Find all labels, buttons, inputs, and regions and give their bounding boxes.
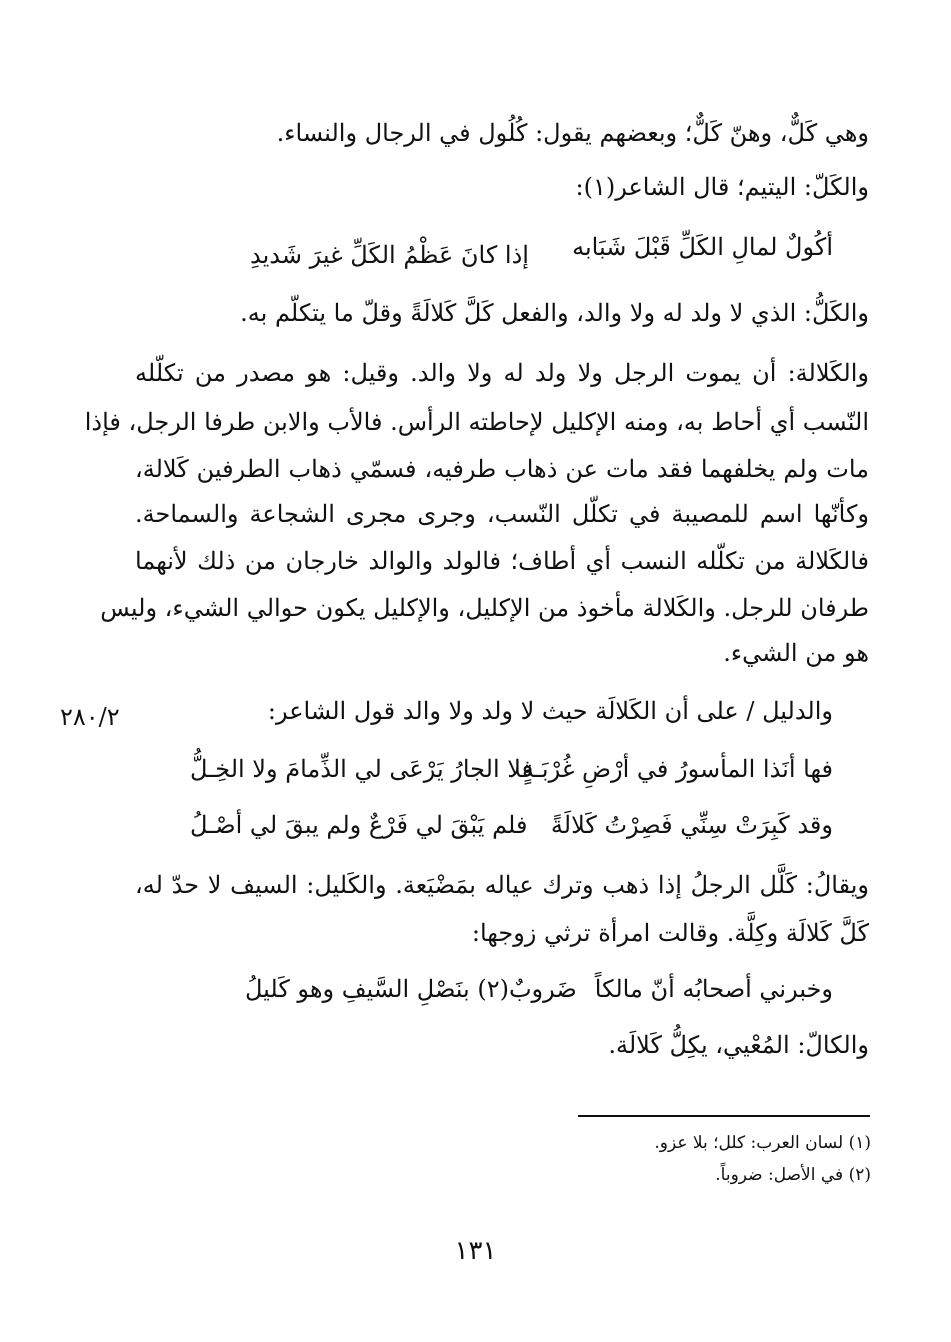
body-line: والكالّ: المُعْيي، يكِلُّ كَلالَة.	[608, 1031, 869, 1059]
body-line: ويقالُ: كَلَّل الرجلُ إذا ذهب وترك عياله بمَضْيَعة. والكَليل: السيف لا حدّ له،	[135, 871, 869, 899]
body-line: والكَلّ: اليتيم؛ قال الشاعر(١):	[575, 173, 869, 201]
margin-reference: ٢٨٠/٢	[60, 703, 120, 731]
verse-second-hemistich: إذا كانَ عَظْمُ الكَلِّ غيرَ شَديدِ	[250, 241, 529, 269]
verse-first-hemistich: أكُولٌ لمالِ الكَلِّ قَبْلَ شَبَابه	[572, 233, 833, 261]
body-line: هو من الشيء.	[723, 639, 869, 667]
body-line: فالكَلالة من تكلّله النسب أي أطاف؛ فالولد والوالد خارجان من ذلك لأنهما	[135, 547, 869, 575]
verse-second-hemistich: فلم يَبْقَ لي فَرْعٌ ولم يبقَ لي أصْـلُ	[190, 811, 528, 839]
body-line: والدليل / على أن الكَلالَة حيث لا ولد ولا والد قول الشاعر:	[267, 697, 833, 725]
verse-second-hemistich: فلا الجارُ يَرْعَى لي الذِّمامَ ولا الخِـلُّ	[190, 755, 534, 783]
body-line: طرفان للرجل. والكَلالة مأخوذ من الإكليل، والإكليل يكون حوالي الشيء، وليس	[100, 594, 869, 622]
body-line: وكأنّها اسم للمصيبة في تكلّل النّسب، وجرى مجرى الشجاعة والسماحة.	[135, 500, 869, 528]
footnote: (١) لسان العرب: كلل؛ بلا عزو.	[654, 1133, 871, 1153]
verse-first-hemistich: وقد كَبِرَتْ سِنِّي فَصِرْتُ كَلالَةً	[550, 811, 833, 839]
page-number: ١٣١	[454, 1236, 497, 1266]
verse-first-hemistich: فها أنَذا المأسورُ في أرْضِ غُرْبَـةٍ	[522, 755, 833, 783]
body-line: النّسب أي أحاط به، ومنه الإكليل لإحاطته الرأس. فالأب والابن طرفا الرجل، فإذا	[84, 408, 869, 436]
footnote: (٢) في الأصل: ضروباً.	[715, 1165, 871, 1185]
verse-first-hemistich: وخبرني أصحابُه أنّ مالكاً	[594, 975, 833, 1003]
verse-second-hemistich: ضَروبٌ(٢) بنَصْلِ السَّيفِ وهو كَليلُ	[245, 975, 577, 1003]
body-line: مات ولم يخلفهما فقد مات عن ذهاب طرفيه، فسمّي ذهاب الطرفين كَلالة،	[135, 455, 870, 483]
footnote-separator	[578, 1115, 870, 1117]
body-line: كَلَّ كَلالَة وكِلَّة. وقالت امرأة ترثي زوجها:	[471, 919, 869, 947]
body-line: والكَلالة: أن يموت الرجل ولا ولد له ولا والد. وقيل: هو مصدر من تكلّله	[135, 359, 870, 387]
body-line: وهي كَلٌّ، وهنّ كَلٌّ؛ وبعضهم يقول: كُلُول في الرجال والنساء.	[276, 119, 869, 147]
body-line: والكَلُّ: الذي لا ولد له ولا والد، والفعل كَلَّ كَلالَةً وقلّ ما يتكلّم به.	[240, 299, 869, 327]
